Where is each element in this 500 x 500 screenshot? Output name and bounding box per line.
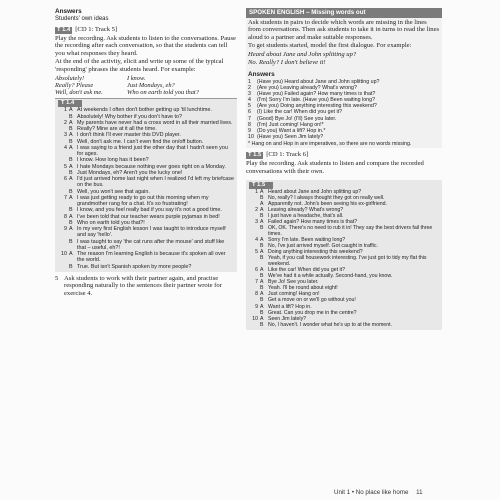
line-number: 5	[64, 163, 67, 170]
answer-text: (I'm) Just coming! Hang on!*	[257, 121, 324, 128]
speaker-label: B	[260, 309, 264, 316]
t14-para-1: Play the recording. Ask students to listen to the conversations. Pause the recording after each conversation, so that the students can tell you what responses they heard.	[55, 34, 236, 57]
se-example-1: Heard about Jane and John splitting up?	[248, 50, 357, 58]
speaker-label: A	[69, 226, 73, 233]
answer-text: (Are you) Leaving already? What's wrong?	[257, 84, 357, 91]
answer-text: (I'm) Sorry I'm late. (Have you) Been waiting long?	[257, 97, 376, 104]
speaker-label: B	[69, 126, 73, 133]
line-text: I was taught to say 'the cat runs after the mouse' and stuff like that – useful, eh?!	[77, 238, 225, 251]
speaker-label: A	[260, 249, 264, 256]
speaker-label: B	[260, 224, 264, 231]
line-text: I was just getting ready to go out this morning when my grandmother rang for a chat. It's so frustrating!	[77, 194, 209, 208]
line-text: I just have a headache, that's all.	[268, 212, 344, 219]
example-phrases	[55, 75, 237, 97]
transcript-line	[58, 195, 234, 208]
exercise-5-text: Ask students to work with their partner again, and practise responding naturally to the sentences their partner wrote for exercise 4.	[64, 274, 222, 297]
se-answers-heading: Answers	[248, 71, 275, 79]
line-number: 10	[252, 315, 258, 322]
right-column	[246, 8, 442, 330]
answer-number: 10	[248, 133, 254, 140]
speaker-label: A	[69, 194, 73, 201]
line-number: 6	[255, 267, 258, 274]
speaker-label: B	[260, 194, 264, 201]
example-phrase: Well, don't ask me.	[55, 89, 103, 97]
answer-number: 6	[248, 109, 251, 116]
t15-para: Play the recording. Ask students to listen and compare the recorded conversations with their own.	[246, 160, 424, 176]
example-phrase: I know.	[127, 74, 146, 82]
line-text: I'd just arrived home last night when I realized I'd left my briefcase on the bus.	[77, 176, 234, 189]
exercise-5	[55, 275, 237, 299]
t14-para-2: At the end of the activity, elicit and write up some of the typical 'responding' phrases the students heard. For example:	[55, 58, 224, 74]
line-text: Bye Jo! See you later.	[268, 279, 319, 286]
t14-cd-label: [CD 1: Track 5]	[75, 25, 118, 33]
line-text: I've been told that our teacher wears purple pyjamas in bed!	[77, 213, 220, 220]
line-text: True. But isn't Spanish spoken by more people?	[77, 263, 192, 270]
speaker-label: A	[69, 132, 73, 139]
speaker-label: B	[69, 138, 73, 145]
spoken-english-heading: SPOKEN ENGLISH – Missing words out	[246, 8, 442, 18]
speaker-label: B	[69, 263, 73, 270]
speaker-label: B	[260, 243, 264, 250]
exercise-5-number: 5	[55, 274, 59, 282]
line-text: Really? Mine are at it all the time.	[77, 126, 157, 133]
t14-transcript-box	[55, 98, 237, 272]
answer-text: (Are you) Doing anything interesting this weekend?	[257, 103, 377, 110]
answer-number: 9	[248, 127, 251, 134]
line-number: 3	[255, 218, 258, 225]
transcript-line	[58, 251, 234, 264]
line-text: I was saying to a friend just the other day that I hadn't seen you for ages.	[77, 144, 228, 158]
speaker-label: B	[260, 285, 264, 292]
speaker-label: A	[260, 267, 264, 274]
speaker-label: A	[69, 107, 73, 114]
line-text: At weekends I often don't bother getting up 'til lunchtime.	[77, 107, 212, 114]
answer-number: 2	[248, 84, 251, 91]
speaker-label: A	[260, 218, 264, 225]
line-text: Get a move on or we'll go without you!	[268, 297, 356, 304]
speaker-label: B	[69, 238, 73, 245]
se-answers-list	[248, 79, 440, 141]
speaker-label: A	[260, 315, 264, 322]
speaker-label: A	[260, 291, 264, 298]
t14-transcript	[58, 107, 234, 270]
t14-box-tag: T 1.4	[58, 100, 82, 107]
speaker-label: B	[260, 255, 264, 262]
speaker-label: A	[69, 119, 73, 126]
speaker-label: A	[260, 236, 264, 243]
speaker-label: B	[69, 219, 73, 226]
speaker-label: B	[260, 273, 264, 280]
example-phrase: Just Mondays, eh?	[127, 81, 175, 89]
answer-text: (Have you) Failed again? How many times is that?	[257, 90, 376, 97]
line-text: I hate Mondays because nothing ever goes right on a Monday.	[77, 163, 226, 170]
line-text: Sorry I'm late. Been waiting long?	[268, 236, 346, 243]
se-para-2: To get students started, model the first dialogue. For example:	[248, 42, 412, 50]
answer-item	[248, 134, 440, 140]
answer-text: (Have you) Heard about Jane and John splitting up?	[257, 78, 380, 85]
line-text: Heard about Jane and John splitting up?	[268, 188, 362, 195]
line-number: 7	[64, 194, 67, 201]
speaker-label: B	[69, 188, 73, 195]
line-text: Absolutely! Why bother if you don't have to?	[77, 113, 183, 120]
line-text: Just Mondays, eh? Aren't you the lucky one!	[77, 169, 183, 176]
t15-transcript	[249, 189, 439, 328]
t15-tag: T 1.5	[248, 152, 262, 159]
line-text: I know. How long has it been?	[77, 157, 149, 164]
speaker-label: B	[69, 207, 73, 214]
answer-text: (Do you) Want a lift? Hop in.*	[257, 127, 326, 134]
line-text: No, I haven't. I wonder what he's up to at the moment.	[268, 321, 392, 328]
line-text: Yeah. I'll be round about eight!	[268, 285, 338, 292]
se-example-2: No. Really? I don't believe it!	[248, 59, 326, 67]
t15-cd-label: [CD 1: Track 6]	[266, 151, 309, 159]
example-phrase: Absolutely!	[55, 74, 85, 82]
se-answers-note: * Hang on and Hop in are imperatives, so there are no words missing.	[248, 141, 412, 148]
speaker-label: A	[69, 144, 73, 151]
speaker-label: B	[69, 157, 73, 164]
left-column	[55, 8, 237, 299]
speaker-label: B	[260, 297, 264, 304]
line-number	[58, 264, 69, 270]
line-text: No, I've just arrived myself. Got caught in traffic.	[268, 243, 378, 250]
line-number: 2	[64, 119, 67, 126]
example-phrase: Who on earth told you that?	[127, 89, 199, 97]
line-number: 1	[255, 188, 258, 195]
line-text: Seen Jim lately?	[268, 315, 307, 322]
t15-box-tag: T 1.5	[249, 182, 273, 189]
line-text: Who on earth told you that?!	[77, 219, 145, 226]
page-footer	[334, 489, 423, 496]
answer-text: (I) Like the car! When did you get it?	[257, 109, 343, 116]
transcript-line	[58, 264, 234, 270]
speaker-label: A	[69, 176, 73, 183]
speaker-label: A	[69, 213, 73, 220]
t14-instruction	[55, 26, 237, 34]
line-number: 7	[255, 279, 258, 286]
line-text: We've had it a while actually. Second-hand, you know.	[268, 273, 393, 280]
transcript-line	[58, 226, 234, 239]
line-number	[58, 239, 69, 252]
line-number	[249, 255, 260, 267]
line-number: 4	[255, 236, 258, 243]
answer-number: 4	[248, 97, 251, 104]
line-number: 8	[255, 291, 258, 298]
line-text: I know, and you feel really bad if you say it's not a good time.	[77, 207, 222, 214]
line-text: Great. Can you drop me in the centre?	[268, 309, 357, 316]
line-number: 8	[64, 213, 67, 220]
line-number: 9	[64, 226, 67, 233]
speaker-label: B	[260, 321, 264, 328]
speaker-label: A	[69, 163, 73, 170]
transcript-line	[249, 322, 439, 328]
line-text: No, really? I always thought they got on really well.	[268, 194, 385, 201]
line-number: 2	[255, 206, 258, 213]
answers-heading: Answers	[55, 8, 82, 15]
transcript-line	[249, 255, 439, 267]
line-text: My parents have never had a cross word in all their married lives.	[77, 119, 233, 126]
line-text: Leaving already? What's wrong?	[268, 206, 344, 213]
line-number: 5	[255, 249, 258, 256]
line-text: I don't think I'll ever master this DVD player.	[77, 132, 181, 139]
line-text: In my very first English lesson I was taught to introduce myself and say 'hello'.	[77, 226, 226, 239]
spoken-english-section	[246, 18, 442, 149]
t15-transcript-box	[246, 180, 442, 330]
line-number: 10	[61, 251, 67, 258]
speaker-label: B	[69, 169, 73, 176]
answer-number: 1	[248, 78, 251, 85]
speaker-label: A	[260, 303, 264, 310]
line-text: Like the car! When did you get it?	[268, 267, 345, 274]
footer-unit: Unit 1 • No place like home	[334, 489, 409, 496]
line-number	[249, 322, 260, 328]
speaker-label: A	[260, 206, 264, 213]
line-text: Apparently not. John's been seeing his ex-girlfriend.	[268, 200, 387, 207]
answer-number: 3	[248, 90, 251, 97]
answers-subtext: Students' own ideas	[55, 15, 109, 22]
speaker-label: B	[260, 212, 264, 219]
line-number: 4	[64, 144, 67, 151]
footer-page-number: 11	[416, 489, 423, 496]
speaker-label: A	[69, 251, 73, 258]
line-number	[249, 225, 260, 237]
speaker-label: A	[260, 188, 264, 195]
speaker-label: A	[260, 200, 264, 207]
transcript-line	[58, 145, 234, 158]
transcript-line	[58, 176, 234, 189]
line-number: 6	[64, 176, 67, 183]
line-text: Yeah, if you call housework interesting. I've just got to tidy my flat this weekend.	[268, 255, 427, 268]
transcript-line	[249, 225, 439, 237]
example-phrase: Really? Please	[55, 81, 94, 89]
line-number: 9	[255, 303, 258, 310]
speaker-label: A	[260, 279, 264, 286]
answer-text: (Good) Bye Jo! (I'll) See you later.	[257, 115, 337, 122]
transcript-line	[58, 239, 234, 252]
answer-number: 5	[248, 103, 251, 110]
answer-text: (Have you) Seen Jim lately?	[257, 133, 324, 140]
line-text: Failed again? How many times is that?	[268, 218, 358, 225]
line-text: Well, don't ask me. I can't even find the on/off button.	[77, 138, 204, 145]
line-text: OK, OK. There's no need to rub it in! They say the best drivers fail three times.	[268, 224, 433, 237]
line-text: The reason I'm learning English is because it's spoken all over the world.	[77, 251, 226, 264]
line-number: 1	[64, 107, 67, 114]
line-text: Want a lift? Hop in.	[268, 303, 312, 310]
t14-tag: T 1.4	[57, 26, 71, 33]
speaker-label: B	[69, 113, 73, 120]
line-text: Doing anything interesting this weekend?	[268, 249, 363, 256]
answer-number: 7	[248, 115, 251, 122]
answer-number: 8	[248, 121, 251, 128]
se-para-1: Ask students in pairs to decide which words are missing in the lines from conversations. Then ask students to take it in turns to read the lines aloud to a partner and make suitable responses.	[248, 18, 440, 41]
line-text: Just coming! Hang on!	[268, 291, 320, 298]
t15-instruction	[246, 151, 442, 159]
line-number: 3	[64, 132, 67, 139]
line-text: Well, you won't see that again.	[77, 188, 150, 195]
